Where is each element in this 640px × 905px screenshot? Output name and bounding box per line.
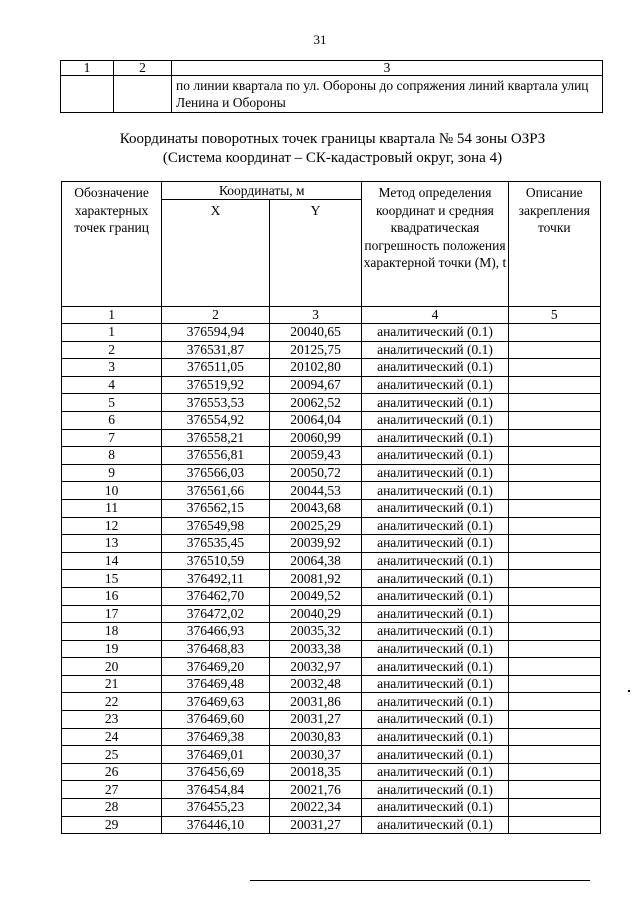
continuation-col2-header: 2 — [114, 61, 172, 76]
coord-y: 20030,83 — [269, 728, 362, 746]
coord-y: 20018,35 — [269, 763, 362, 781]
point-number: 21 — [62, 675, 162, 693]
fixing-description — [508, 693, 600, 711]
table-title — [0, 130, 640, 168]
point-number: 12 — [62, 517, 162, 535]
coord-x: 376561,66 — [162, 482, 269, 500]
header-point-designation: Обозначение характерных точек границ — [62, 182, 162, 307]
table-row — [62, 411, 601, 429]
header-y: Y — [269, 200, 362, 307]
fixing-description — [508, 394, 600, 412]
continuation-col3-header: 3 — [172, 61, 603, 76]
table-row — [62, 728, 601, 746]
table-title-line2: (Система координат – СК-кадастровый округ, зона 4) — [162, 150, 503, 166]
coord-x: 376562,15 — [162, 499, 269, 517]
coord-y: 20059,43 — [269, 447, 362, 465]
coord-x: 376519,92 — [162, 376, 269, 394]
method: аналитический (0.1) — [362, 394, 508, 412]
table-row — [62, 640, 601, 658]
coord-x: 376549,98 — [162, 517, 269, 535]
table-row — [62, 517, 601, 535]
coord-y: 20039,92 — [269, 535, 362, 553]
table-row — [62, 746, 601, 764]
coord-y: 20025,29 — [269, 517, 362, 535]
table-row — [62, 394, 601, 412]
coord-y: 20032,48 — [269, 675, 362, 693]
method: аналитический (0.1) — [362, 411, 508, 429]
table-row — [62, 324, 601, 342]
fixing-description — [508, 658, 600, 676]
fixing-description — [508, 552, 600, 570]
method: аналитический (0.1) — [362, 816, 508, 834]
fixing-description — [508, 411, 600, 429]
table-row — [62, 658, 601, 676]
coord-y: 20033,38 — [269, 640, 362, 658]
method: аналитический (0.1) — [362, 535, 508, 553]
method: аналитический (0.1) — [362, 587, 508, 605]
method: аналитический (0.1) — [362, 640, 508, 658]
coord-x: 376510,59 — [162, 552, 269, 570]
header-method: Метод определения координат и средняя квадратическая погрешность положения характерной точки (М), t — [362, 182, 508, 307]
fixing-description — [508, 482, 600, 500]
table-row — [62, 675, 601, 693]
table-title-line1: Координаты поворотных точек границы квартала № 54 зоны ОЗРЗ — [119, 131, 546, 147]
coord-y: 20102,80 — [269, 359, 362, 377]
table-row — [62, 763, 601, 781]
method: аналитический (0.1) — [362, 324, 508, 342]
coord-x: 376468,83 — [162, 640, 269, 658]
coord-x: 376446,10 — [162, 816, 269, 834]
coord-x: 376469,38 — [162, 728, 269, 746]
boundary-description: по линии квартала по ул. Обороны до сопряжения линий квартала улиц Ленина и Обороны — [172, 76, 603, 113]
coord-y: 20043,68 — [269, 499, 362, 517]
coord-y: 20040,29 — [269, 605, 362, 623]
column-number: 1 — [62, 307, 162, 324]
column-number: 5 — [508, 307, 600, 324]
method: аналитический (0.1) — [362, 517, 508, 535]
method: аналитический (0.1) — [362, 341, 508, 359]
table-row — [62, 376, 601, 394]
point-number: 11 — [62, 499, 162, 517]
point-number: 14 — [62, 552, 162, 570]
table-row — [62, 799, 601, 817]
coord-x: 376594,94 — [162, 324, 269, 342]
table-row — [62, 359, 601, 377]
fixing-description — [508, 341, 600, 359]
coord-y: 20021,76 — [269, 781, 362, 799]
point-number: 5 — [62, 394, 162, 412]
fixing-description — [508, 324, 600, 342]
method: аналитический (0.1) — [362, 763, 508, 781]
point-number: 27 — [62, 781, 162, 799]
coord-y: 20031,27 — [269, 816, 362, 834]
method: аналитический (0.1) — [362, 552, 508, 570]
coord-x: 376456,69 — [162, 763, 269, 781]
coord-y: 20062,52 — [269, 394, 362, 412]
header-x: X — [162, 200, 269, 307]
table-row — [62, 499, 601, 517]
fixing-description — [508, 711, 600, 729]
point-number: 4 — [62, 376, 162, 394]
point-number: 24 — [62, 728, 162, 746]
continuation-cell-empty — [114, 76, 172, 113]
coord-y: 20094,67 — [269, 376, 362, 394]
point-number: 9 — [62, 464, 162, 482]
point-number: 3 — [62, 359, 162, 377]
point-number: 19 — [62, 640, 162, 658]
fixing-description — [508, 746, 600, 764]
coord-y: 20060,99 — [269, 429, 362, 447]
point-number: 7 — [62, 429, 162, 447]
coord-x: 376553,53 — [162, 394, 269, 412]
point-number: 28 — [62, 799, 162, 817]
coord-x: 376511,05 — [162, 359, 269, 377]
fixing-description — [508, 429, 600, 447]
coord-y: 20035,32 — [269, 623, 362, 641]
fixing-description — [508, 605, 600, 623]
coord-y: 20125,75 — [269, 341, 362, 359]
method: аналитический (0.1) — [362, 728, 508, 746]
coord-y: 20081,92 — [269, 570, 362, 588]
fixing-description — [508, 376, 600, 394]
coord-x: 376531,87 — [162, 341, 269, 359]
point-number: 18 — [62, 623, 162, 641]
method: аналитический (0.1) — [362, 482, 508, 500]
coord-y: 20049,52 — [269, 587, 362, 605]
coord-x: 376469,48 — [162, 675, 269, 693]
method: аналитический (0.1) — [362, 746, 508, 764]
point-number: 8 — [62, 447, 162, 465]
point-number: 1 — [62, 324, 162, 342]
continuation-cell-empty — [61, 76, 114, 113]
coord-y: 20050,72 — [269, 464, 362, 482]
column-number: 3 — [269, 307, 362, 324]
fixing-description — [508, 816, 600, 834]
point-number: 15 — [62, 570, 162, 588]
table-row — [62, 605, 601, 623]
coord-y: 20044,53 — [269, 482, 362, 500]
point-number: 17 — [62, 605, 162, 623]
coord-x: 376462,70 — [162, 587, 269, 605]
fixing-description — [508, 447, 600, 465]
table-row — [62, 535, 601, 553]
coord-x: 376558,21 — [162, 429, 269, 447]
method: аналитический (0.1) — [362, 799, 508, 817]
point-number: 25 — [62, 746, 162, 764]
coord-x: 376469,63 — [162, 693, 269, 711]
fixing-description — [508, 570, 600, 588]
fixing-description — [508, 728, 600, 746]
method: аналитический (0.1) — [362, 658, 508, 676]
point-number: 6 — [62, 411, 162, 429]
header-description: Описание закрепления точки — [508, 182, 600, 307]
coord-y: 20031,86 — [269, 693, 362, 711]
fixing-description — [508, 623, 600, 641]
coord-x: 376554,92 — [162, 411, 269, 429]
coord-x: 376566,03 — [162, 464, 269, 482]
header-coordinates: Координаты, м — [162, 182, 362, 200]
bottom-rule — [250, 880, 590, 881]
method: аналитический (0.1) — [362, 781, 508, 799]
fixing-description — [508, 587, 600, 605]
method: аналитический (0.1) — [362, 623, 508, 641]
coord-x: 376492,11 — [162, 570, 269, 588]
point-number: 10 — [62, 482, 162, 500]
method: аналитический (0.1) — [362, 359, 508, 377]
coord-x: 376455,23 — [162, 799, 269, 817]
point-number: 29 — [62, 816, 162, 834]
method: аналитический (0.1) — [362, 711, 508, 729]
continuation-col1-header: 1 — [61, 61, 114, 76]
coord-x: 376466,93 — [162, 623, 269, 641]
fixing-description — [508, 464, 600, 482]
table-row — [62, 816, 601, 834]
point-number: 23 — [62, 711, 162, 729]
scan-speck — [628, 690, 630, 692]
page-number: 31 — [313, 32, 327, 47]
method: аналитический (0.1) — [362, 675, 508, 693]
point-number: 26 — [62, 763, 162, 781]
fixing-description — [508, 359, 600, 377]
fixing-description — [508, 499, 600, 517]
coord-x: 376454,84 — [162, 781, 269, 799]
point-number: 20 — [62, 658, 162, 676]
table-row — [62, 552, 601, 570]
table-row — [62, 482, 601, 500]
coord-x: 376472,02 — [162, 605, 269, 623]
table-row — [62, 623, 601, 641]
table-row — [62, 587, 601, 605]
coord-y: 20032,97 — [269, 658, 362, 676]
method: аналитический (0.1) — [362, 570, 508, 588]
column-number: 2 — [162, 307, 269, 324]
continuation-table — [60, 60, 603, 113]
coord-y: 20022,34 — [269, 799, 362, 817]
table-row — [62, 781, 601, 799]
coordinates-table — [61, 181, 601, 834]
coord-y: 20040,65 — [269, 324, 362, 342]
coord-x: 376469,60 — [162, 711, 269, 729]
fixing-description — [508, 675, 600, 693]
fixing-description — [508, 763, 600, 781]
table-row — [62, 711, 601, 729]
table-row — [62, 693, 601, 711]
table-row — [62, 447, 601, 465]
point-number: 13 — [62, 535, 162, 553]
coord-y: 20064,04 — [269, 411, 362, 429]
coord-x: 376469,20 — [162, 658, 269, 676]
table-row — [62, 429, 601, 447]
column-number: 4 — [362, 307, 508, 324]
fixing-description — [508, 535, 600, 553]
coord-x: 376469,01 — [162, 746, 269, 764]
coord-x: 376556,81 — [162, 447, 269, 465]
method: аналитический (0.1) — [362, 605, 508, 623]
fixing-description — [508, 799, 600, 817]
method: аналитический (0.1) — [362, 429, 508, 447]
point-number: 2 — [62, 341, 162, 359]
fixing-description — [508, 640, 600, 658]
table-row — [62, 464, 601, 482]
method: аналитический (0.1) — [362, 693, 508, 711]
table-row — [62, 341, 601, 359]
point-number: 16 — [62, 587, 162, 605]
coord-x: 376535,45 — [162, 535, 269, 553]
coord-y: 20064,38 — [269, 552, 362, 570]
table-row — [62, 570, 601, 588]
point-number: 22 — [62, 693, 162, 711]
method: аналитический (0.1) — [362, 499, 508, 517]
coord-y: 20030,37 — [269, 746, 362, 764]
method: аналитический (0.1) — [362, 464, 508, 482]
fixing-description — [508, 781, 600, 799]
coordinates-table-body — [62, 324, 601, 834]
fixing-description — [508, 517, 600, 535]
method: аналитический (0.1) — [362, 447, 508, 465]
coord-y: 20031,27 — [269, 711, 362, 729]
method: аналитический (0.1) — [362, 376, 508, 394]
